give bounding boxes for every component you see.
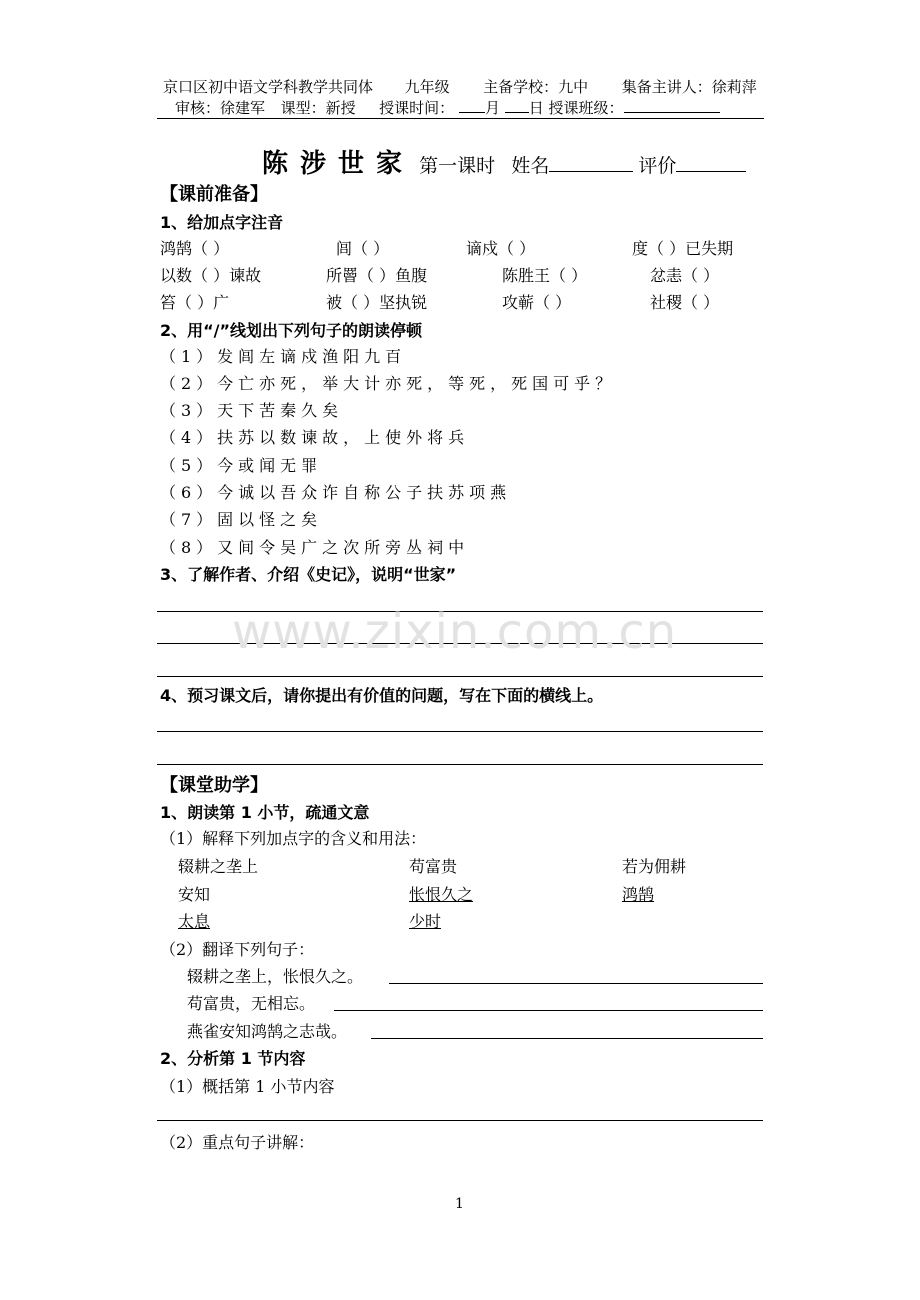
pre-q2-sentence: （6）今诚以吾众诈自称公子扶苏项燕: [160, 483, 512, 502]
vocab-item: 苟富贵: [409, 857, 458, 876]
pre-q1-item: 笞（ ）广: [160, 293, 230, 312]
pre-q1-item: 社稷（ ）: [650, 293, 720, 312]
day-blank[interactable]: [505, 112, 529, 113]
header-grade: 九年级: [404, 78, 450, 96]
pre-q4-title: 4、预习课文后，请你提出有价值的问题，写在下面的横线上。: [160, 686, 604, 705]
answer-line[interactable]: [157, 1120, 763, 1121]
class-q1-title: 1、朗读第 1 小节，疏通文意: [160, 803, 370, 822]
pre-q1-item: 所罾（ ）鱼腹: [326, 266, 428, 285]
header-time-label: 授课时间：: [379, 99, 455, 117]
pre-q1-item: 忿恚（ ）: [650, 266, 720, 285]
header-line-2: [175, 97, 720, 118]
vocab-item: 太息: [178, 912, 211, 931]
class-q2-sub1: （1）概括第 1 小节内容: [160, 1077, 335, 1096]
vocab-item: 安知: [178, 885, 211, 904]
answer-line[interactable]: [157, 731, 763, 732]
answer-line[interactable]: [157, 764, 763, 765]
pre-q2-title: 2、用“/”线划出下列句子的朗读停顿: [160, 321, 423, 340]
pre-q2-sentence: （8）又间令吴广之次所旁丛祠中: [160, 538, 470, 557]
month-blank[interactable]: [459, 112, 485, 113]
header-line-1: [163, 76, 757, 97]
page-title: 陈涉世家: [262, 149, 415, 179]
pre-q1-item: 度（ ）已失期: [632, 239, 734, 258]
pre-q3-title: 3、了解作者、介绍《史记》，说明“世家”: [160, 565, 457, 584]
pre-q2-sentence: （4）扶苏以数谏故，上使外将兵: [160, 428, 470, 447]
pre-q2-sentence: （7）固以怪之矣: [160, 510, 323, 529]
class-blank[interactable]: [624, 112, 720, 113]
lesson-label: 第一课时: [419, 155, 496, 177]
translate-sentence: 苟富贵，无相忘。: [187, 994, 316, 1013]
pre-q1-item: 被（ ）坚执锐: [326, 293, 428, 312]
header-review: 审核：徐建军: [175, 99, 266, 117]
pre-q1-item: 陈胜王（ ）: [502, 266, 588, 285]
header-class-label: 授课班级：: [548, 99, 624, 117]
pre-q1-item: 闾（ ）: [336, 239, 390, 258]
answer-line[interactable]: [157, 676, 763, 677]
header-school: 主备学校：九中: [483, 78, 589, 96]
pre-q1-item: 攻蕲（ ）: [502, 293, 572, 312]
name-blank[interactable]: [549, 171, 633, 172]
class-q1-sub2: （2）翻译下列句子：: [160, 940, 315, 959]
header-type: 课型：新授: [280, 99, 356, 117]
pre-q2-sentence: （1）发闾左谪戍渔阳九百: [160, 347, 407, 366]
vocab-item: 怅恨久之: [409, 885, 474, 904]
class-q2-sub2: （2）重点句子讲解：: [160, 1133, 315, 1152]
answer-line[interactable]: [334, 1010, 763, 1011]
pre-q1-title: 1、给加点字注音: [160, 213, 284, 232]
answer-line[interactable]: [389, 983, 763, 984]
translate-sentence: 燕雀安知鸿鹄之志哉。: [187, 1022, 348, 1041]
translate-sentence: 辍耕之垄上，怅恨久之。: [187, 967, 364, 986]
vocab-item: 少时: [409, 912, 442, 931]
section-pre-heading: 【课前准备】: [160, 184, 268, 205]
header-month: 月: [484, 99, 500, 117]
vocab-item: 鸿鹄: [622, 885, 655, 904]
vocab-item: 若为佣耕: [622, 857, 687, 876]
name-label: 姓名: [511, 155, 550, 177]
pre-q1-item: 以数（ ）谏故: [160, 266, 262, 285]
class-q2-title: 2、分析第 1 节内容: [160, 1049, 306, 1068]
pre-q1-item: 谪戍（ ）: [466, 239, 536, 258]
pre-q2-sentence: （2）今亡亦死，举大计亦死，等死，死国可乎？: [160, 374, 617, 393]
class-q1-sub1: （1）解释下列加点字的含义和用法：: [160, 829, 427, 848]
vocab-item: 辍耕之垄上: [178, 857, 259, 876]
page-number: 1: [455, 1196, 464, 1212]
header-rule: [157, 118, 764, 119]
pre-q2-sentence: （5）今或闻无罪: [160, 456, 323, 475]
watermark-text: www.zixin.com.cn: [232, 604, 678, 660]
eval-blank[interactable]: [676, 171, 746, 172]
header-day: 日: [528, 99, 544, 117]
eval-label: 评价: [638, 155, 677, 177]
answer-line[interactable]: [371, 1038, 763, 1039]
title-line: [262, 143, 746, 180]
header-org: 京口区初中语文学科教学共同体: [163, 78, 374, 96]
section-class-heading: 【课堂助学】: [160, 775, 268, 796]
header-speaker: 集备主讲人：徐莉萍: [621, 78, 757, 96]
pre-q1-item: 鸿鹄（ ）: [160, 239, 230, 258]
pre-q2-sentence: （3）天下苦秦久矣: [160, 401, 344, 420]
